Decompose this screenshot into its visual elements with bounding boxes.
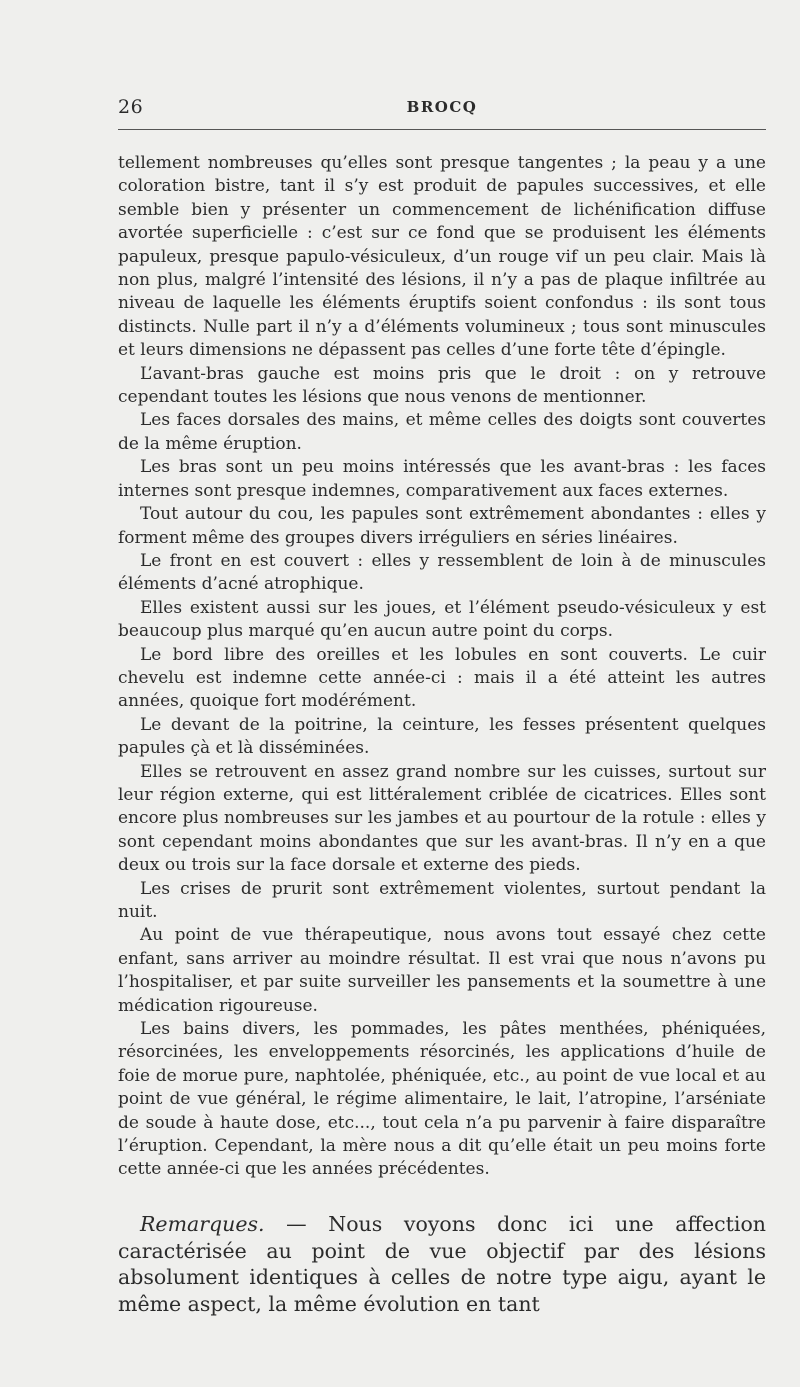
- page-number: 26: [118, 96, 144, 118]
- remarques-paragraph: [118, 1211, 766, 1317]
- remarques-lead: Remarques.: [140, 1212, 265, 1236]
- header-rule: [118, 129, 766, 130]
- paragraph: Elles se retrouvent en assez grand nombre sur les cuisses, surtout sur leur région externe, qui est littéralement criblée de cicatrices. Elles sont encore plus nombreuses sur les jambes et au pourtour de la rotule : elles y sont cependant moins abondantes que sur les avant-bras. Il n’y en a que deux ou trois sur la face dorsale et externe des pieds.: [118, 761, 766, 876]
- paragraph: Les crises de prurit sont extrêmement violentes, surtout pendant la nuit.: [118, 878, 766, 922]
- paragraph: tellement nombreuses qu’elles sont presque tangentes ; la peau y a une coloration bistre, tant il s’y est produit de papules successives, et elle semble bien y présenter un commencement de lichénification diffuse avortée superficielle : c’est sur ce fond que se produisent les éléments papuleux, presque papulo-vésiculeux, d’un rouge vif un peu clair. Mais là non plus, malgré l’intensité des lésions, il n’y a pas de plaque infiltrée au niveau de laquelle les éléments éruptifs soient confondus : ils sont tous distincts. Nulle part il n’y a d’éléments volumineux ; tous sont minuscules et leurs dimensions ne dépassent pas celles d’une forte tête d’épingle.: [118, 153, 766, 361]
- paragraph: Le devant de la poitrine, la ceinture, les fesses présentent quelques papules çà et là disséminées.: [118, 714, 766, 759]
- paragraph: Les bains divers, les pommades, les pâtes menthées, phéniquées, résorcinées, les enveloppements résorcinés, les applications d’huile de foie de morue pure, naphtolée, phéniquée, etc., au point de vue local et au point de vue général, le régime alimentaire, le lait, l’atropine, l’arséniate de soude à haute dose, etc..., tout cela n’a pu parvenir à faire disparaître l’éruption. Cependant, la mère nous a dit qu’elle était un peu moins forte cette année-ci que les années précédentes.: [118, 1019, 766, 1180]
- paragraph: Le front en est couvert : elles y ressemblent de loin à de minuscules éléments d’acné atrophique.: [118, 550, 766, 595]
- paragraph: Les bras sont un peu moins intéressés que les avant-bras : les faces internes sont presque indemnes, comparativement aux faces externes.: [118, 457, 766, 501]
- paragraph: L’avant-bras gauche est moins pris que le droit : on y retrouve cependant toutes les lésions que nous venons de mentionner.: [118, 363, 766, 408]
- paragraph: Elles existent aussi sur les joues, et l’élément pseudo-vésiculeux y est beaucoup plus marqué qu’en aucun autre point du corps.: [118, 597, 766, 642]
- paragraph: Tout autour du cou, les papules sont extrêmement abondantes : elles y forment même des groupes divers irréguliers en séries linéaires.: [118, 504, 766, 548]
- remarques-text: — Nous voyons donc ici une affection caractérisée au point de vue objectif par des lésions absolument identiques à celles de notre type aigu, ayant le même aspect, la même évolution en tant: [118, 1212, 766, 1316]
- paragraph: Au point de vue thérapeutique, nous avons tout essayé chez cette enfant, sans arriver au moindre résultat. Il est vrai que nous n’avons pu l’hospitaliser, et par suite surveiller les pansements et la soumettre à une médication rigoureuse.: [118, 925, 766, 1016]
- page-header: [118, 96, 766, 118]
- paragraph: Les faces dorsales des mains, et même celles des doigts sont couvertes de la même éruption.: [118, 410, 766, 454]
- paragraph: Le bord libre des oreilles et les lobules en sont couverts. Le cuir chevelu est indemne cette année-ci : mais il a été atteint les autres années, quoique fort modérément.: [118, 644, 766, 712]
- running-head: BROCQ: [406, 98, 478, 116]
- body-text: [118, 152, 766, 1182]
